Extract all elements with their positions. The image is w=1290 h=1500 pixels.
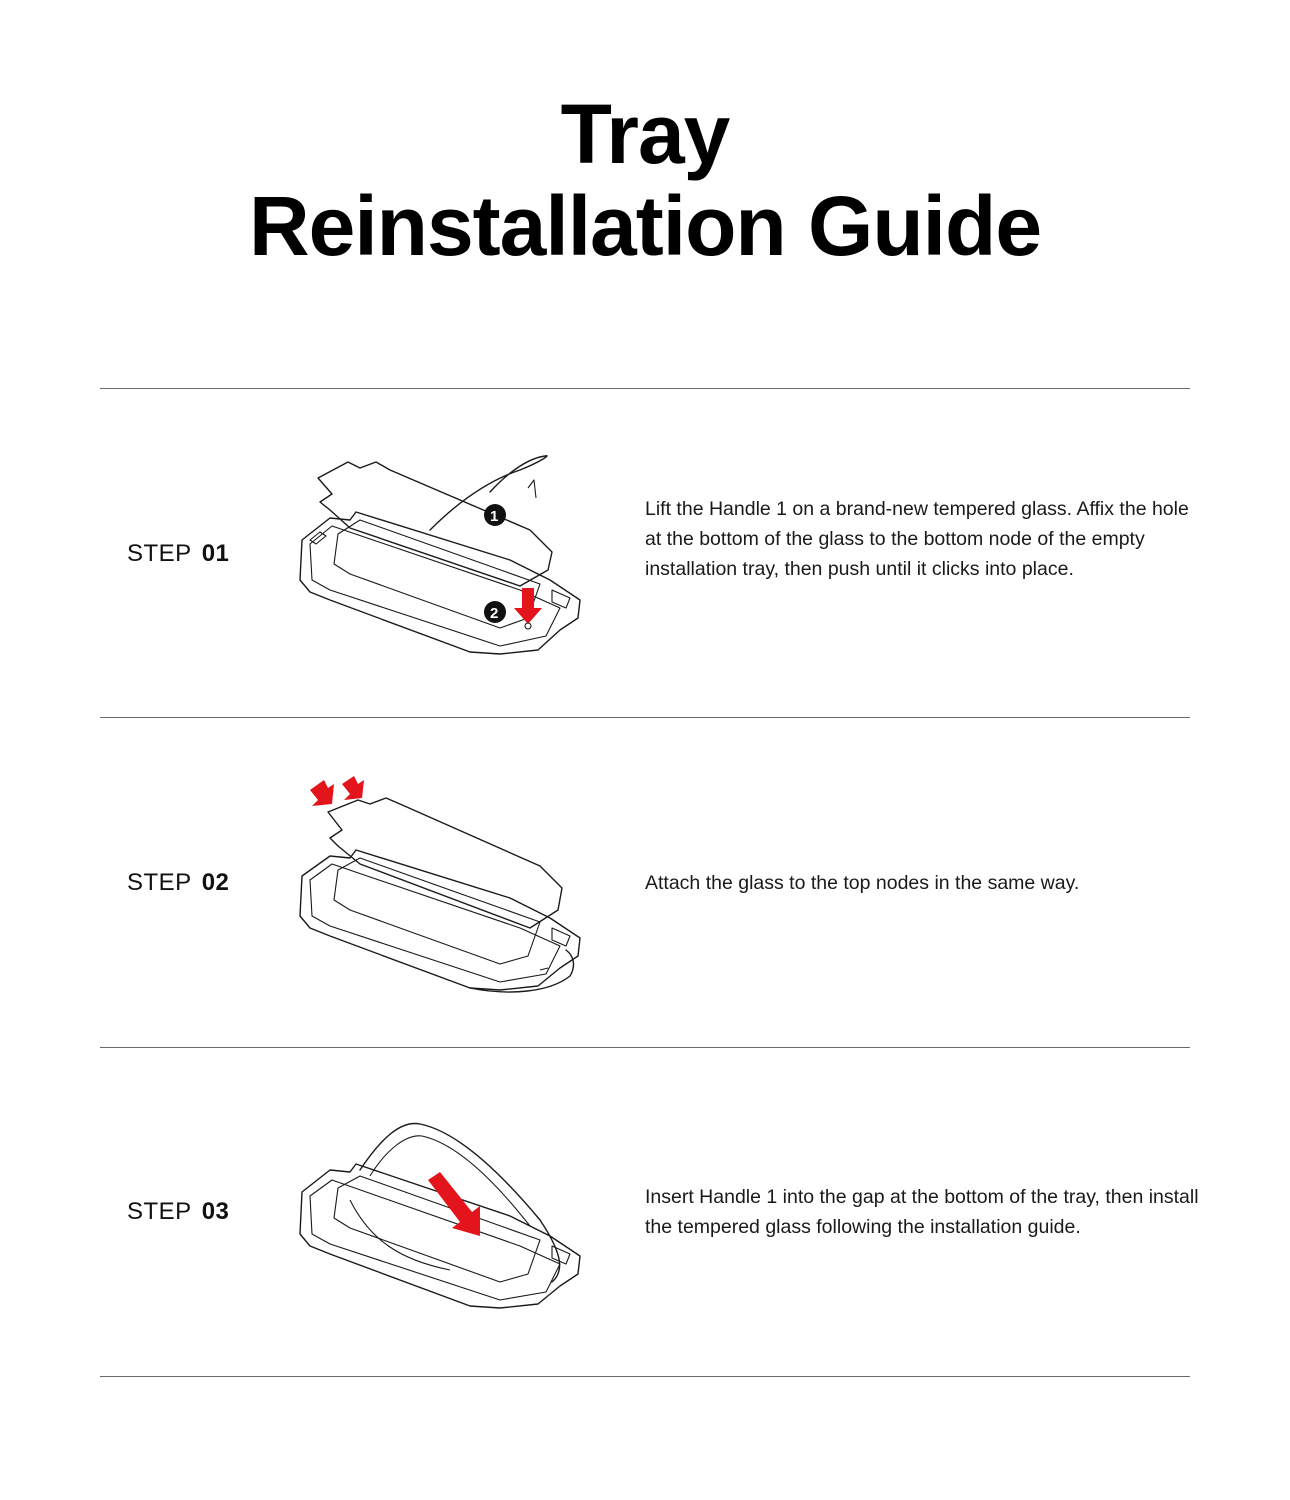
- title-line-2: Reinstallation Guide: [248, 179, 1042, 273]
- section-divider: [100, 1376, 1190, 1377]
- step-02-description: Attach the glass to the top nodes in the same way.: [645, 872, 1080, 894]
- title-line-1: Tray: [560, 87, 730, 181]
- step-01-label: [127, 540, 229, 568]
- step-number: 03: [201, 1198, 230, 1225]
- step-03-description: Insert Handle 1 into the gap at the bottom of the tray, then install the tempered glass following the installation guide.: [645, 1186, 1199, 1238]
- step-01-description: Lift the Handle 1 on a brand-new tempered glass. Affix the hole at the bottom of the glass to the bottom node of the empty installation tray, then push until it clicks into place.: [645, 498, 1189, 580]
- step-word: STEP: [127, 1198, 192, 1225]
- svg-text:1: 1: [490, 508, 499, 525]
- section-divider: [100, 1047, 1190, 1048]
- step-03-label: [127, 1198, 229, 1226]
- step-number: 01: [201, 540, 230, 567]
- svg-text:2: 2: [490, 605, 499, 622]
- page-title: [0, 88, 1290, 272]
- step-number: 02: [201, 869, 230, 896]
- tray-handle-lift-illustration: [290, 440, 600, 680]
- step-02-label: [127, 869, 229, 897]
- section-divider: [100, 717, 1190, 718]
- step-word: STEP: [127, 869, 192, 896]
- tray-top-nodes-illustration: [290, 770, 600, 1010]
- step-word: STEP: [127, 540, 192, 567]
- tray-insert-handle-illustration: [290, 1100, 600, 1340]
- section-divider: [100, 388, 1190, 389]
